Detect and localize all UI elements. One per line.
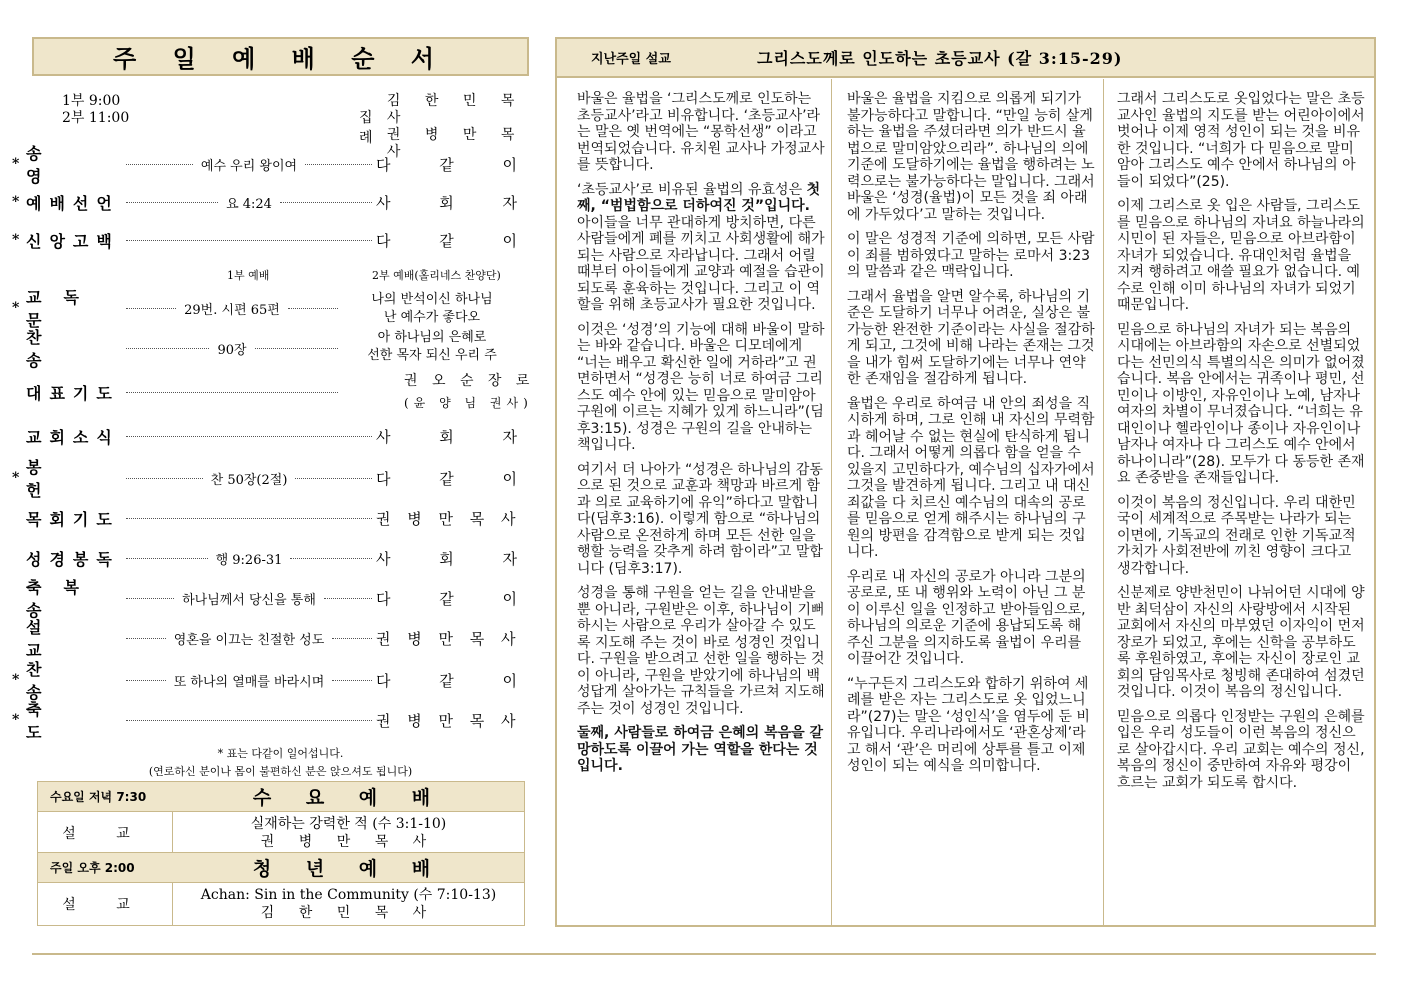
leader-dots bbox=[295, 478, 372, 479]
stand-marker: * bbox=[12, 156, 20, 172]
leader-dots bbox=[255, 348, 338, 349]
song-line: 난 예수가 좋다오 bbox=[383, 310, 481, 325]
officiant-name-1: 김 한 민 목 사 bbox=[386, 93, 525, 126]
stand-marker: * bbox=[12, 712, 20, 728]
leader-dots bbox=[126, 202, 218, 203]
youth-preacher: 김 한 민 목 사 bbox=[260, 905, 437, 921]
order-leader: 권 병 만 목 사 bbox=[376, 509, 522, 528]
sub-head-second: 2부 예배(홀리네스 찬양단) bbox=[372, 269, 501, 282]
order-leader: 권 병 만 목 사 bbox=[376, 629, 522, 648]
order-title: 교회소식 bbox=[26, 427, 120, 447]
order-title: 목회기도 bbox=[26, 509, 120, 529]
leader-dots bbox=[126, 240, 372, 241]
sermon-sub-label: 지난주일 설교 bbox=[591, 52, 671, 67]
leader-dots bbox=[126, 720, 372, 721]
sermon-column-1 bbox=[577, 91, 825, 921]
youth-name: 청 년 예 배 bbox=[252, 858, 445, 880]
youth-label: 설 교 bbox=[38, 883, 173, 925]
order-row bbox=[12, 424, 540, 448]
stand-marker: * bbox=[12, 232, 20, 248]
leader-dots bbox=[126, 436, 372, 437]
prayer-leader-name: 권 오 순 장 로 bbox=[404, 373, 535, 389]
stand-marker: * bbox=[12, 300, 20, 316]
order-leader: 다 같 이 bbox=[376, 155, 540, 174]
second-service-songs-b bbox=[357, 329, 507, 365]
order-leader: 다 같 이 bbox=[376, 231, 540, 250]
leader-dots bbox=[126, 392, 338, 393]
order-row bbox=[12, 700, 522, 742]
stand-marker: * bbox=[12, 672, 20, 688]
service-time-second: 2부 11:00 bbox=[62, 110, 130, 126]
sermon-paragraph: 믿음으로 의롭다 인정받는 구원의 은혜를 입은 우리 성도들이 이런 복음의 정신으로 살아갑시다. 우리 교회는 예수의 정신, 복음의 정신이 중만하여 자유와 평강이 흐르는 교회가 되도록 합시다. bbox=[1117, 708, 1365, 791]
sermon-paragraph: 이것이 복음의 정신입니다. 우리 대한민국이 세계적으로 주목받는 나라가 되는 이면에, 기독교의 전래로 인한 기독교적 가치가 사회전반에 끼친 영향이 크다고 생각합니다. bbox=[1117, 494, 1356, 577]
leader-dots bbox=[126, 558, 208, 559]
sermon-paragraph: 그래서 그리스도로 옷입었다는 말은 초등교사인 율법의 지도를 받는 어린아이에서 벗어나 이제 영적 성인이 되는 것을 비유한 것입니다. “너희가 다 믿음으로 말미암아 그리스도 예수 안에서 하나님의 아들이 되었다”(25). bbox=[1117, 91, 1365, 190]
order-leader: 사 회 자 bbox=[376, 427, 540, 446]
order-title: 송영 bbox=[26, 144, 94, 186]
order-row bbox=[12, 546, 540, 570]
order-detail: 90장 bbox=[217, 342, 247, 358]
sermon-paragraph: 성경을 통해 구원을 얻는 길을 안내받을 뿐 아니라, 구원받은 이후, 하나님이 기뻐하시는 사람으로 우리가 살아갈 수 있도록 지도해 주는 것이 바로 성경인 것입니다. 구원을 받으려고 선한 일을 행하는 것이 아니라, 구원을 받았기에 하나님의 백성답게 살아가는 규칙들을 가르쳐 지도해주는 것이 성경인 것입니다. bbox=[577, 585, 825, 717]
leader-dots bbox=[126, 164, 193, 165]
order-row bbox=[12, 578, 540, 620]
order-title: 설교 bbox=[26, 618, 94, 660]
stand-marker: * bbox=[12, 470, 20, 486]
prayer-leader bbox=[404, 370, 534, 414]
leader-dots bbox=[324, 598, 372, 599]
leader-dots bbox=[126, 638, 166, 639]
order-detail: 29번. 시편 65편 bbox=[184, 302, 280, 318]
sermon-panel bbox=[555, 37, 1376, 927]
officiant-label: 집례 bbox=[359, 110, 373, 146]
service-time-first: 1부 9:00 bbox=[62, 93, 121, 109]
leader-dots bbox=[126, 680, 166, 681]
prayer-leader-sub: (윤 양 님 권사) bbox=[404, 396, 533, 410]
leader-dots bbox=[126, 598, 174, 599]
sermon-paragraph: 둘째, 사람들로 하여금 은혜의 복음을 갈망하도록 이끌어 가는 역할을 한다는 것입니다. bbox=[577, 725, 824, 774]
sermon-paragraph: 신분제로 양반천민이 나뉘어던 시대에 양반 최덕삼이 자신의 사랑방에서 시작된 교회에서 자신의 마부였던 이자익이 먼저 장로가 되었고, 후에는 신학을 공부하도록 후원하였고, 후에는 자신이 장로인 교회의 담임목사로 청빙해 존대하여 섬겼던 것입니다. 이것이 복음의 정신입니다. bbox=[1117, 585, 1365, 700]
youth-service bbox=[37, 852, 525, 926]
service-times bbox=[62, 93, 129, 127]
leader-dots bbox=[280, 202, 372, 203]
stand-marker: * bbox=[12, 194, 20, 210]
order-leader: 권 병 만 목 사 bbox=[376, 711, 522, 730]
leader-dots bbox=[288, 308, 338, 309]
wednesday-service bbox=[37, 781, 525, 855]
sermon-column-3 bbox=[1117, 91, 1367, 921]
leader-dots bbox=[126, 518, 372, 519]
order-title: 축복송 bbox=[26, 578, 101, 620]
sub-head-first: 1부 예배 bbox=[227, 269, 270, 282]
wednesday-preacher: 권 병 만 목 사 bbox=[260, 834, 437, 850]
order-row bbox=[12, 618, 522, 660]
sermon-paragraph: 믿음으로 하나님의 자녀가 되는 복음의 시대에는 아브라함의 자손으로 선별되었다는 선민의식 특별의식은 의미가 없어졌습니다. 복음 안에서는 귀족이나 평민, 선민이나 이방인, 자유인이나 노예, 남자나 여자의 차별이 무너졌습니다. “너희는 유대인이나 헬라인이나 종이나 자유인이나 남자나 여자나 다 그리스도 예수 안에서 하나이니라”(28). 모두가 다 동등한 존재요 존중받을 존재들입니다. bbox=[1117, 321, 1365, 486]
sermon-paragraph: 여기서 더 나아가 “성경은 하나님의 감동으로 된 것으로 교훈과 책망과 바르게 함과 의로 교육하기에 유익”하다고 말합니다(딤후3:16). 이렇게 함으로 “하나님의 사람으로 온전하게 하며 모든 선한 일을 행할 능력을 갖추게 하려 함이라”고 말합니다 (딤후3:17). bbox=[577, 461, 823, 577]
sermon-title: 그리스도께로 인도하는 초등교사 (갈 3:15-29) bbox=[757, 49, 1123, 68]
sermon-header bbox=[557, 39, 1374, 78]
sermon-paragraph: 율법은 우리로 하여금 내 안의 죄성을 직시하게 하며, 그로 인해 내 자신의 무력함과 헤어날 수 없는 현실에 탄식하게 됩니다. 그래서 어떻게 의롭다 함을 얻을 수 있을지 고민하다가, 예수님의 십자가에서 그것을 발견하게 됩니다. 그리고 내 대신 죄값을 다 치르신 예수님의 대속의 공로를 믿음으로 얻게 해주시는 하나님의 구원의 방편을 감격함으로 받게 되는 것입니다. bbox=[847, 395, 1095, 560]
order-row bbox=[12, 458, 540, 500]
order-detail: 또 하나의 열매를 바라시며 bbox=[173, 674, 325, 690]
order-title: 찬송 bbox=[26, 660, 94, 702]
sermon-paragraph: 이 말은 성경적 기준에 의하면, 모든 사람이 죄를 범하였다고 말하는 로마서 3:23의 말씀과 같은 맥락입니다. bbox=[847, 231, 1095, 280]
order-detail: 하나님께서 당신을 통해 bbox=[182, 592, 316, 608]
youth-time: 주일 오후 2:00 bbox=[50, 861, 135, 875]
order-title: 신앙고백 bbox=[26, 231, 120, 251]
order-row bbox=[12, 506, 522, 530]
order-leader: 다 같 이 bbox=[376, 589, 540, 608]
order-leader: 다 같 이 bbox=[376, 469, 540, 488]
leader-dots bbox=[126, 348, 209, 349]
bottom-divider bbox=[32, 953, 1376, 955]
sermon-paragraph: 그래서 율법을 알면 알수록, 하나님의 기준은 도달하기 너무나 어려운, 실상은 불가능한 완전한 기준이라는 사실을 절감하게 되고, 그것에 비해 나라는 존재는 그것을 내가 힘써 도달하기에는 너무나 연약한 존재임을 절감하게 됩니다. bbox=[847, 288, 1095, 387]
officiant-block bbox=[359, 93, 529, 161]
worship-order-header bbox=[32, 37, 529, 76]
song-line: 아 하나님의 은혜로 bbox=[377, 330, 487, 345]
sermon-paragraph: “누구든지 그리스도와 합하기 위하여 세례를 받은 자는 그리스도로 옷 입었느니라”(27)는 말은 ‘성인식’을 염두에 둔 비유입니다. 우리나라에서도 ‘관혼상제’라고 해서 ‘관’은 머리에 상투를 틀고 이제 성인이 되는 예식을 의미합니다. bbox=[847, 675, 1090, 774]
order-title: 대표기도 bbox=[26, 383, 120, 403]
wednesday-time: 수요일 저녁 7:30 bbox=[50, 790, 147, 804]
sermon-paragraph: 이것은 ‘성경’의 기능에 대해 바울이 말하는 바와 같습니다. 바울은 디모데에게 “너는 배우고 확신한 일에 거하라”고 권면하면서 “성경은 능히 너로 하여금 그리스도 예수 안에 있는 믿음으로 말미암아 구원에 이르는 지혜가 있게 하느니라”(딤후3:15). 성경은 구원의 길을 안내하는 책입니다. bbox=[577, 321, 825, 453]
worship-order-title: 주 일 예 배 순 서 bbox=[113, 44, 448, 73]
youth-sermon: Achan: Sin in the Community (수 7:10-13) bbox=[200, 887, 497, 903]
wednesday-sermon: 실재하는 강력한 적 (수 3:1-10) bbox=[250, 816, 447, 832]
order-title: 봉헌 bbox=[26, 458, 94, 500]
sermon-paragraph: ‘초등교사’로 비유된 율법의 유효성은 첫째, “범법함으로 더하여진 것”입니다. 아이들을 너무 관대하게 방치하면, 다른 사람들에게 폐를 끼치고 사회생활에 해가 되는 사람으로 자라납니다. 그래서 어릴 때부터 아이들에게 교양과 예절을 습관이 되도록 훈육하는 것입니다. 그리고 이 역할을 위해 초등교사가 필요한 것입니다. bbox=[577, 181, 825, 313]
order-leader: 다 같 이 bbox=[376, 671, 540, 690]
order-detail: 요 4:24 bbox=[226, 196, 272, 212]
second-service-songs-a bbox=[357, 291, 507, 327]
standing-note: * 표는 다같이 일어섭니다. bbox=[217, 747, 344, 760]
order-row bbox=[12, 144, 540, 186]
order-detail: 영혼을 이끄는 친절한 성도 bbox=[173, 632, 325, 648]
order-title: 찬송 bbox=[26, 328, 94, 370]
officiant-name-2: 권 병 만 목 사 bbox=[386, 127, 525, 160]
sermon-paragraph: 바울은 율법을 지킴으로 의롭게 되기가 불가능하다고 말합니다. “만일 능히 살게 하는 율법을 주셨더라면 의가 반드시 율법으로 말미암았으리라”. 하나님의 의에 기준에 도달하기에는 율법을 행하려는 노력으로는 불가능하다는 말입니다. 그래서 바울은 ‘성경(율법)이 모든 것을 죄 아래에 가두었다’고 말하는 것입니다. bbox=[847, 91, 1095, 223]
order-title: 축도 bbox=[26, 700, 94, 742]
song-line: 선한 목자 되신 우리 주 bbox=[367, 348, 497, 363]
order-title: 교독문 bbox=[26, 288, 101, 330]
order-title: 예배선언 bbox=[26, 193, 120, 213]
order-detail: 찬 50장(2절) bbox=[210, 472, 288, 488]
leader-dots bbox=[332, 680, 372, 681]
wednesday-name: 수 요 예 배 bbox=[252, 787, 445, 809]
order-detail: 예수 우리 왕이여 bbox=[200, 158, 298, 174]
leader-dots bbox=[332, 638, 372, 639]
leader-dots bbox=[305, 164, 372, 165]
sermon-paragraph: 이제 그리스로 옷 입은 사람들, 그리스도를 믿음으로 하나님의 자녀요 하늘나라의 시민이 된 자들은, 믿음으로 아브라함이 자녀가 되었습니다. 유대인처럼 율법을 지켜 행하려고 애쓸 필요가 없습니다. 예수로 인해 이미 하나님의 자녀가 되었기 때문입니다. bbox=[1117, 198, 1365, 313]
leader-dots bbox=[126, 308, 176, 309]
order-row bbox=[12, 660, 540, 702]
sermon-paragraph: 바울은 율법을 ‘그리스도께로 인도하는 초등교사’라고 비유합니다. ‘초등교사’라는 말은 옛 번역에는 “몽학선생” 이라고 번역되었습니다. 유치원 교사나 가정교사를 뜻합니다. bbox=[577, 91, 825, 173]
leader-dots bbox=[126, 478, 203, 479]
order-leader: 사 회 자 bbox=[376, 193, 540, 212]
order-leader: 사 회 자 bbox=[376, 549, 540, 568]
seating-note: (연로하신 분이나 몸이 불편하신 분은 앉으셔도 됩니다) bbox=[148, 765, 413, 778]
sermon-paragraph: 우리로 내 자신의 공로가 아니라 그분의 공로로, 또 내 행위와 노력이 아닌 그 분이 이루신 일을 인정하고 받아들임으로, 하나님의 의로운 기준에 용납되도록 해 주신 그분을 의지하도록 율법이 우리를 이끌어간 것입니다. bbox=[847, 568, 1086, 667]
song-line: 나의 반석이신 하나님 bbox=[371, 292, 493, 307]
sermon-column-2 bbox=[847, 91, 1097, 921]
order-title: 성경봉독 bbox=[26, 549, 120, 569]
column-divider bbox=[831, 79, 832, 927]
leader-dots bbox=[290, 558, 372, 559]
column-divider bbox=[1103, 79, 1104, 927]
order-row bbox=[12, 228, 540, 252]
wednesday-label: 설 교 bbox=[38, 812, 173, 854]
order-row bbox=[12, 190, 540, 214]
order-detail: 행 9:26-31 bbox=[215, 552, 283, 568]
